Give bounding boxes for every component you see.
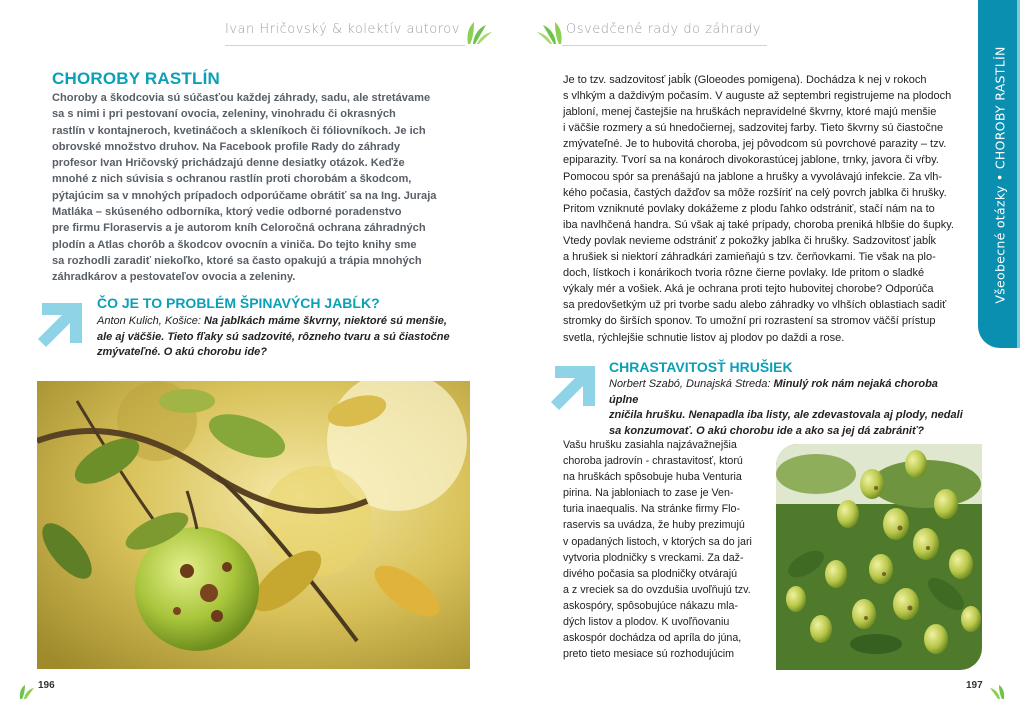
header-left: Ivan Hričovský & kolektív autorov — [225, 22, 460, 37]
section-title: CHOROBY RASTLÍN — [52, 69, 220, 88]
answer-line: askospór dochádza od apríla do júna, — [563, 632, 742, 645]
header-right: Osvedčené rady do záhrady — [566, 22, 761, 37]
answer-line: i väčšie rozmery a sú hnedočiernej, sadzovitej farby. Tieto škvrny sú čiastočne — [563, 122, 944, 135]
answer-line: Pritom vzniknuté povlaky dokážeme z plodu ľahko odstrániť, stačí nám na to — [563, 202, 935, 215]
question-text — [97, 314, 467, 361]
answer-line: dých listov a plodov. K uvoľňovaniu — [563, 616, 730, 629]
intro-line: Choroby a škodcovia sú súčasťou každej záhrady, sadu, ale stretávame — [52, 92, 431, 104]
intro-line: Matláka – skúseného odborníka, ktorý vedie odborné poradenstvo — [52, 206, 402, 219]
answer-line: s vlhkým a daždivým počasím. V auguste až septembri registrujeme na plodoch — [563, 90, 952, 103]
intro-line: plodín a Atlas chorôb a škodcov ovocnín a viniča. Do tejto knihy sme — [52, 238, 417, 251]
intro-line: sa s nimi i pri pestovaní ovocia, zeleniny, vinohradu či okrasných — [52, 108, 396, 121]
question-title: CHRASTAVITOSŤ HRUŠIEK — [609, 359, 793, 375]
answer-line: a hrušiek si niektorí záhradkári zamieňajú s tzv. čerňovkami. Tie však na plo- — [563, 251, 936, 264]
answer-line: askospóry, spôsobujúce nákazu mla- — [563, 599, 739, 612]
header-left-rule — [225, 45, 465, 46]
section-tab-label: Všeobecné otázky • CHOROBY RASTLÍN — [992, 46, 1008, 304]
answer-line: choroba jadrovín - chrastavitosť, ktorú — [563, 455, 743, 468]
intro-line: mnohé z nich súvisia s ochranou rastlín proti chorobám a škodcom, — [52, 173, 412, 186]
question-title: ČO JE TO PROBLÉM ŠPINAVÝCH JABĹK? — [97, 295, 380, 311]
question-line: sa konzumovať. O akú chorobu ide a ako sa jej dá zabrániť? — [609, 424, 924, 437]
leaf-icon — [464, 20, 494, 51]
question-line: zničila hrušku. Nenapadla iba listy, ale zdevastovala aj plody, nedali — [609, 409, 963, 422]
page-number: 196 — [38, 680, 55, 691]
answer-line: stromky do širších sponov. To umožní pri rozrastení sa stromov väčší prístup — [563, 315, 936, 328]
answer-line: jabloní, menej častejšie na hruškách nepravidelné škvrny, ktoré majú menšie — [563, 106, 937, 119]
answer-line: doch, lístkoch i konárikoch tvoria rôzne čierne povlaky. Ide pritom o sladké — [563, 267, 925, 280]
question-line: zmývateľné. O akú chorobu ide? — [97, 346, 268, 359]
answer-line: svetla, rýchlejšie schnutie listov aj plodov po daždi a rose. — [563, 331, 845, 344]
leaf-icon — [535, 20, 565, 51]
answer-line: vytvoria plodničky s vreckami. Za daž- — [563, 551, 744, 564]
page-number: 197 — [966, 680, 983, 691]
answer-line: na hruškách spôsobuje huba Venturia — [563, 471, 742, 484]
question-author: Norbert Szabó, Dunajská Streda: — [609, 378, 771, 390]
intro-line: obrovské množstvo druhov. Na Facebook profile Rady do záhrady — [52, 140, 401, 153]
intro-line: sa rozhodli zaradiť niekoľko, ktoré sa často opakujú a trápia mnohých — [52, 254, 422, 267]
answer-paragraph — [563, 72, 967, 346]
answer-line: preto tieto mesiace sú rozhodujúcim — [563, 648, 735, 661]
answer-line: iba navlhčená handra. Sú však aj také prípady, choroba preniká hlbšie do šupky. — [563, 218, 954, 231]
question-line: Minulý rok nám nejaká choroba úplne — [609, 378, 938, 406]
answer-line: turia inaequalis. Na stránke firmy Flo- — [563, 503, 741, 516]
intro-line: profesor Ivan Hričovský prichádzajú denne desiatky otázok. Keďže — [52, 157, 405, 170]
answer-line: Je to tzv. sadzovitosť jabĺk (Gloeodes pomigena). Dochádza k nej v rokoch — [563, 74, 927, 86]
arrow-icon — [34, 299, 86, 351]
answer-line: epiparazity. Tvorí sa na konároch divokorastúcej jablone, trnky, javora či vŕby. — [563, 154, 939, 167]
answer-line: a z vreciek sa do ovzdušia uvoľňujú tzv. — [563, 583, 751, 596]
question-text — [609, 377, 969, 439]
answer-line: Vtedy povlak nevieme odstrániť z pokožky jablka či hrušky. Sadzovitosť jabĺk — [563, 234, 937, 247]
arrow-icon — [547, 362, 599, 414]
pear-photo — [776, 444, 982, 670]
intro-paragraph — [52, 90, 452, 286]
answer-paragraph — [563, 437, 766, 662]
answer-line: divého počasia sa plodničky otvárajú — [563, 567, 738, 580]
intro-line: záhradkárov a pestovateľov ovocia a zeleniny. — [52, 271, 296, 284]
answer-line: zmývateľné. Je to hubovitá choroba, jej pôvodcom sú povrchové parazity – tzv. — [563, 138, 947, 151]
answer-line: Vašu hrušku zasiahla najzávažnejšia — [563, 439, 737, 451]
intro-line: pre firmu Floraservis a je autorom kníh Celoročná ochrana záhradných — [52, 222, 426, 235]
apple-photo — [37, 381, 470, 669]
answer-line: v opadaných listoch, v ktorých sa do jari — [563, 535, 752, 548]
answer-line: kého počasia, častých dažďov sa môže rozšíriť na celý povrch jablka či hrušky. — [563, 186, 947, 199]
question-author: Anton Kulich, Košice: — [97, 315, 201, 327]
answer-line: Pomocou spór sa prenášajú na jablone a hrušky a vyvolávajú infekcie. Za vlh- — [563, 170, 943, 183]
answer-line: výkaly mér a vošiek. Aká je ochrana proti tejto hubovitej chorobe? Odporúča — [563, 283, 934, 296]
answer-line: sa predovšetkým už pri tvorbe sadu alebo záhradky vo vlhších oblastiach sadiť — [563, 299, 947, 312]
header-right-rule — [562, 45, 767, 46]
intro-line: rastlín v kontajneroch, kvetináčoch a skleníkoch či fóliovníkoch. Je ich — [52, 124, 426, 137]
answer-line: raservis sa uvádza, že huby prezimujú — [563, 519, 745, 532]
leaf-icon — [988, 684, 1006, 705]
question-line: Na jablkách máme škvrny, niektoré sú menšie, — [204, 315, 447, 327]
intro-line: pýtajúcim sa v mnohých prípadoch odporúčame obrátiť sa na Ing. Juraja — [52, 189, 437, 202]
answer-line: pirina. Na jabloniach to zase je Ven- — [563, 487, 734, 500]
question-line: ale aj väčšie. Tieto fľaky sú sadzovité, rôzneho tvaru a sú čiastočne — [97, 330, 450, 343]
leaf-icon — [18, 684, 36, 705]
